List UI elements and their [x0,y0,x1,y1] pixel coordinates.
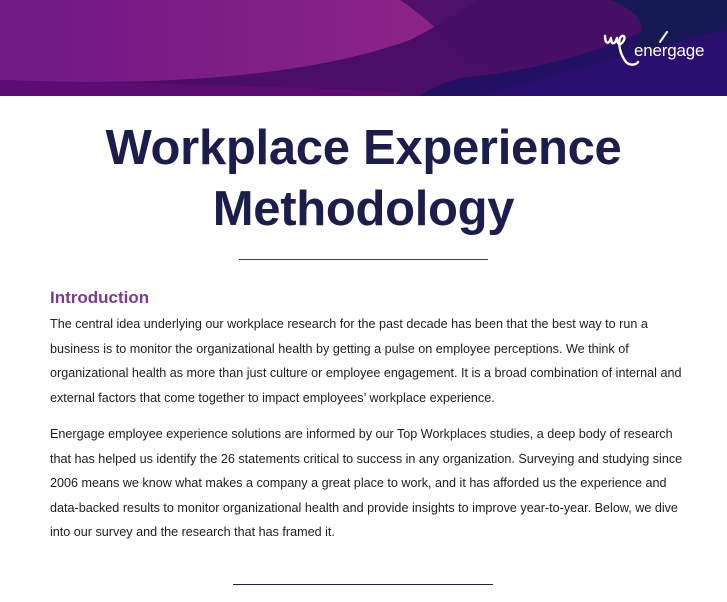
page-title [0,118,727,240]
brand-name: energage [634,41,705,60]
section-divider [233,584,493,585]
page-title-line-2: Methodology [212,182,515,236]
header-banner [0,0,727,96]
section-heading-introduction: Introduction [50,288,150,307]
intro-paragraph-2: Energage employee experience solutions are informed by our Top Workplaces studies, a deep body of research that has helped us identify the 26 statements critical to success in any organization. Surveying and studying since 2006 means we know what makes a company a great place to work, and it has afforded us the experience and data-backed results to monitor organizational health and provide insights to improve year-to-year. Below, we dive into our survey and the research that has framed it. [50,427,683,540]
page-title-line-1: Workplace Experience [105,121,622,175]
intro-paragraph-1: The central idea underlying our workplace research for the past decade has been that the best way to run a business is to monitor the organizational health by getting a pulse on employee perceptions. We think of organizational health as more than just culture or employee engagement. It is a broad combination of internal and external factors that come together to impact employees’ workplace experience. [50,317,682,405]
energage-logo[interactable] [602,28,706,70]
title-divider [239,259,488,260]
